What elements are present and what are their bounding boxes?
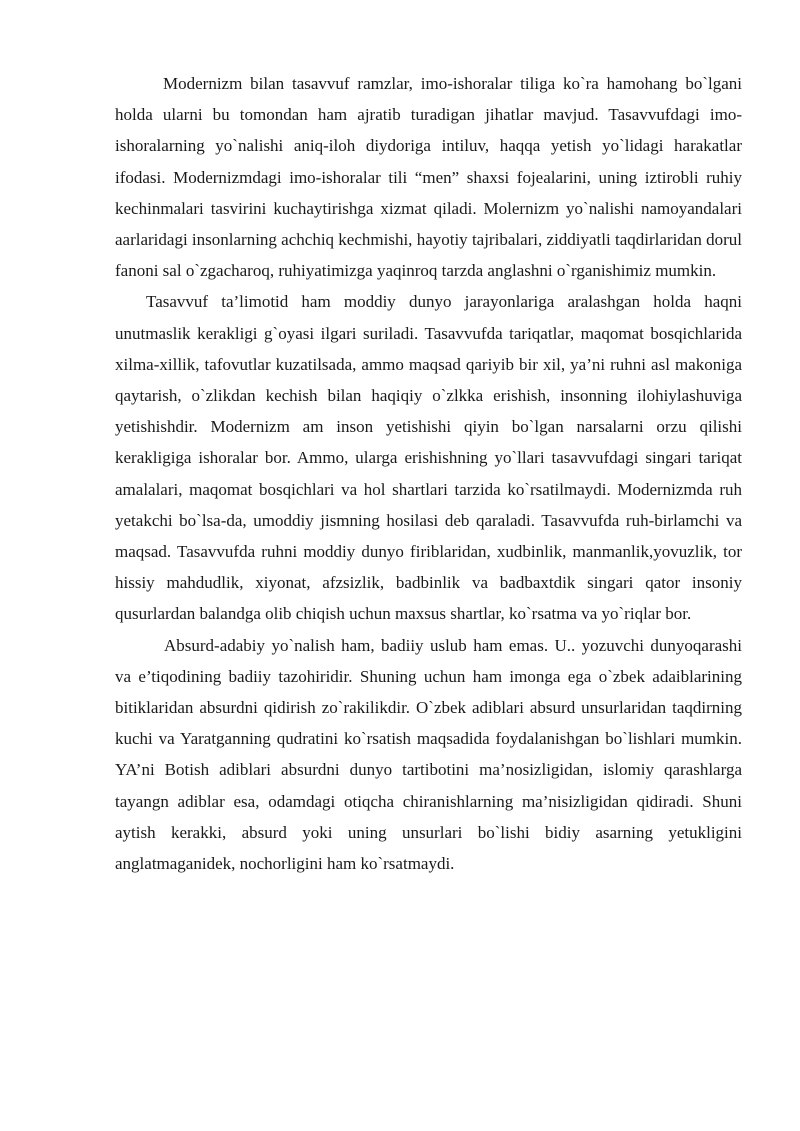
paragraph-absurd: Absurd-adabiy yo`nalish ham, badiiy uslub ham emas. U.. yozuvchi dunyoqarashi va e’tiqodining badiiy tazohiridir. Shuning uchun ham imonga ega o`zbek adaiblarining bitiklaridan absurdni qidirish zo`rakilikdir. O`zbek adiblari absurd unsurlaridan taqdirning kuchi va Yaratganning qudratini ko`rsatish maqsadida foydalanishgan bo`lishlari mumkin. YA’ni Botish adiblari absurdni dunyo tartibotini ma’nosizligidan, islomiy qarashlarga tayangn adiblar esa, odamdagi otiqcha chiranishlarning ma’nisizligidan qidiradi. Shuni aytish kerakki, absurd yoki uning unsurlari bo`lishi bidiy asarning yetukligini anglatmaganidek, nochorligini ham ko`rsatmaydi.	[115, 635, 742, 874]
document-page	[115, 68, 742, 879]
paragraph-tasavvuf-talimoti: Tasavvuf ta’limotid ham moddiy dunyo jarayonlariga aralashgan holda haqni unutmaslik kerakligi g`oyasi ilgari suriladi. Tasavvufda tariqatlar, maqomat bosqichlarida xilma-xillik, tafovutlar kuzatilsada, ammo maqsad qariyib bir xil, ya’ni ruhni asl makoniga qaytarish, o`zlikdan kechish bilan haqiqiy o`zlkka erishish, insonning ilohiylashuviga yetishishdir. Modernizm am inson yetishishi qiyin bo`lgan narsalarni orzu qilishi kerakligiga ishoralar bor. Ammo, ularga erishishning yo`llari tasavvufdagi singari tariqat amalalari, maqomat bosqichlari va hol shartlari tarzida ko`rsatilmaydi. Modernizmda ruh yetakchi bo`lsa-da, umoddiy jismning hosilasi deb qaraladi. Tasavvufda ruh-birlamchi va maqsad. Tasavvufda ruhni moddiy dunyo firiblaridan, xudbinlik, manmanlik,yovuzlik, tor hissiy mahdudlik, xiyonat, afzsizlik, badbinlik va badbaxtdik singari qator insoniy qusurlardan balandga olib chiqish uchun maxsus shartlar, ko`rsatma va yo`riqlar bor.	[115, 292, 742, 624]
paragraph-modernizm-tasavvuf: Modernizm bilan tasavvuf ramzlar, imo-ishoralar tiliga ko`ra hamohang bo`lgani holda ularni bu tomondan ham ajratib turadigan jihatlar mavjud. Tasavvufdagi imo-ishoralarning yo`nalishi aniq-iloh diydoriga intiluv, haqqa yetish yo`lidagi harakatlar ifodasi. Modernizmdagi imo-ishoralar tili “men” shaxsi fojealarini, uning iztirobli ruhiy kechinmalari tasvirini kuchaytirishga xizmat qiladi. Molernizm yo`nalishi namoyandalari aarlaridagi insonlarning achchiq kechmishi, hayotiy tajribalari, ziddiyatli taqdirlaridan dorul fanoni sal o`zgacharoq, ruhiyatimizga yaqinroq tarzda anglashni o`rganishimiz mumkin.	[115, 74, 742, 281]
